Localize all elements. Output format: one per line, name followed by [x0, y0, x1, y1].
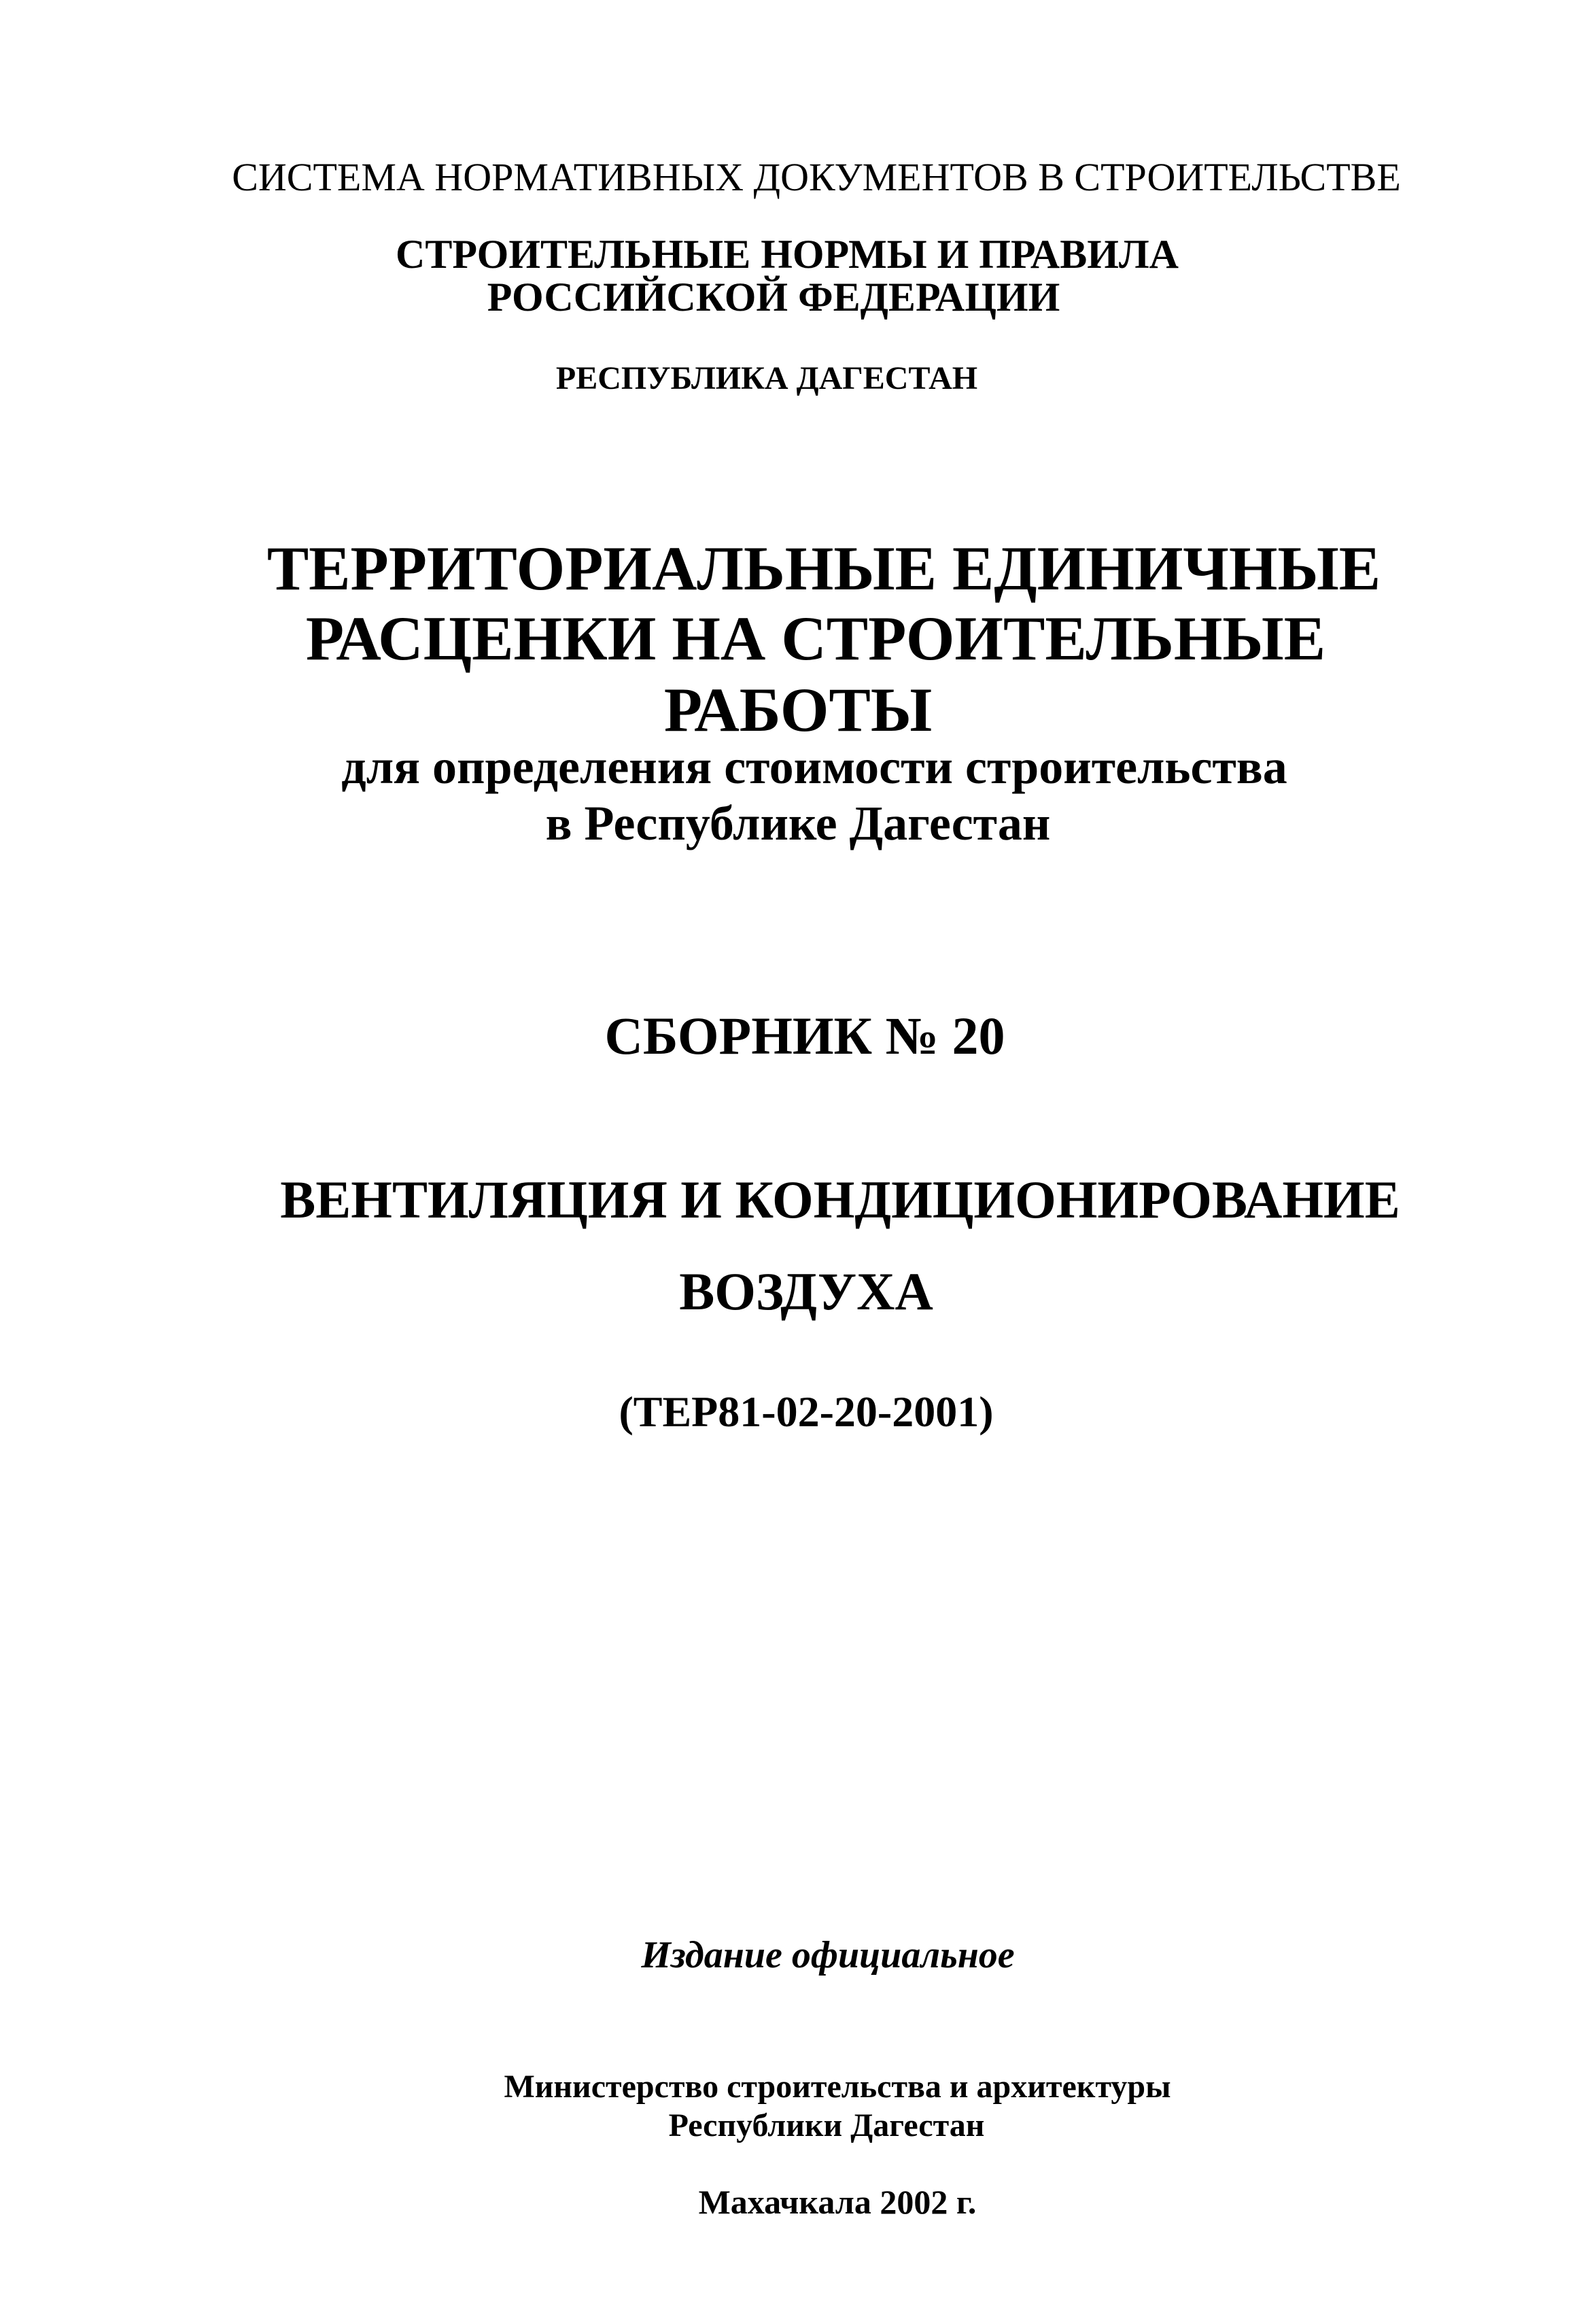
- city-year: Махачкала 2002 г.: [698, 2183, 977, 2221]
- document-code: (ТЕР81-02-20-2001): [619, 1387, 994, 1436]
- main-title-line3: РАБОТЫ: [663, 675, 933, 744]
- edition-note: Издание официальное: [641, 1934, 1015, 1976]
- snip-heading-line1: СТРОИТЕЛЬНЫЕ НОРМЫ И ПРАВИЛА: [396, 232, 1179, 277]
- main-title-line2: РАСЦЕНКИ НА СТРОИТЕЛЬНЫЕ: [305, 604, 1326, 673]
- snip-heading-line2: РОССИЙСКОЙ ФЕДЕРАЦИИ: [487, 275, 1060, 320]
- publisher-line2: Республики Дагестан: [668, 2107, 985, 2143]
- system-heading: СИСТЕМА НОРМАТИВНЫХ ДОКУМЕНТОВ В СТРОИТЕЛЬСТВЕ: [232, 155, 1401, 199]
- region-heading: РЕСПУБЛИКА ДАГЕСТАН: [555, 360, 978, 396]
- publisher-line1: Министерство строительства и архитектуры: [504, 2069, 1171, 2105]
- main-title-line1: ТЕРРИТОРИАЛЬНЫЕ ЕДИНИЧНЫЕ: [266, 534, 1381, 603]
- collection-name-line2: ВОЗДУХА: [679, 1262, 933, 1321]
- subtitle-line2: в Республике Дагестан: [545, 796, 1051, 850]
- subtitle-line1: для определения стоимости строительства: [341, 740, 1287, 794]
- collection-name-line1: ВЕНТИЛЯЦИЯ И КОНДИЦИОНИРОВАНИЕ: [280, 1170, 1400, 1229]
- collection-label: СБОРНИК № 20: [604, 1006, 1005, 1065]
